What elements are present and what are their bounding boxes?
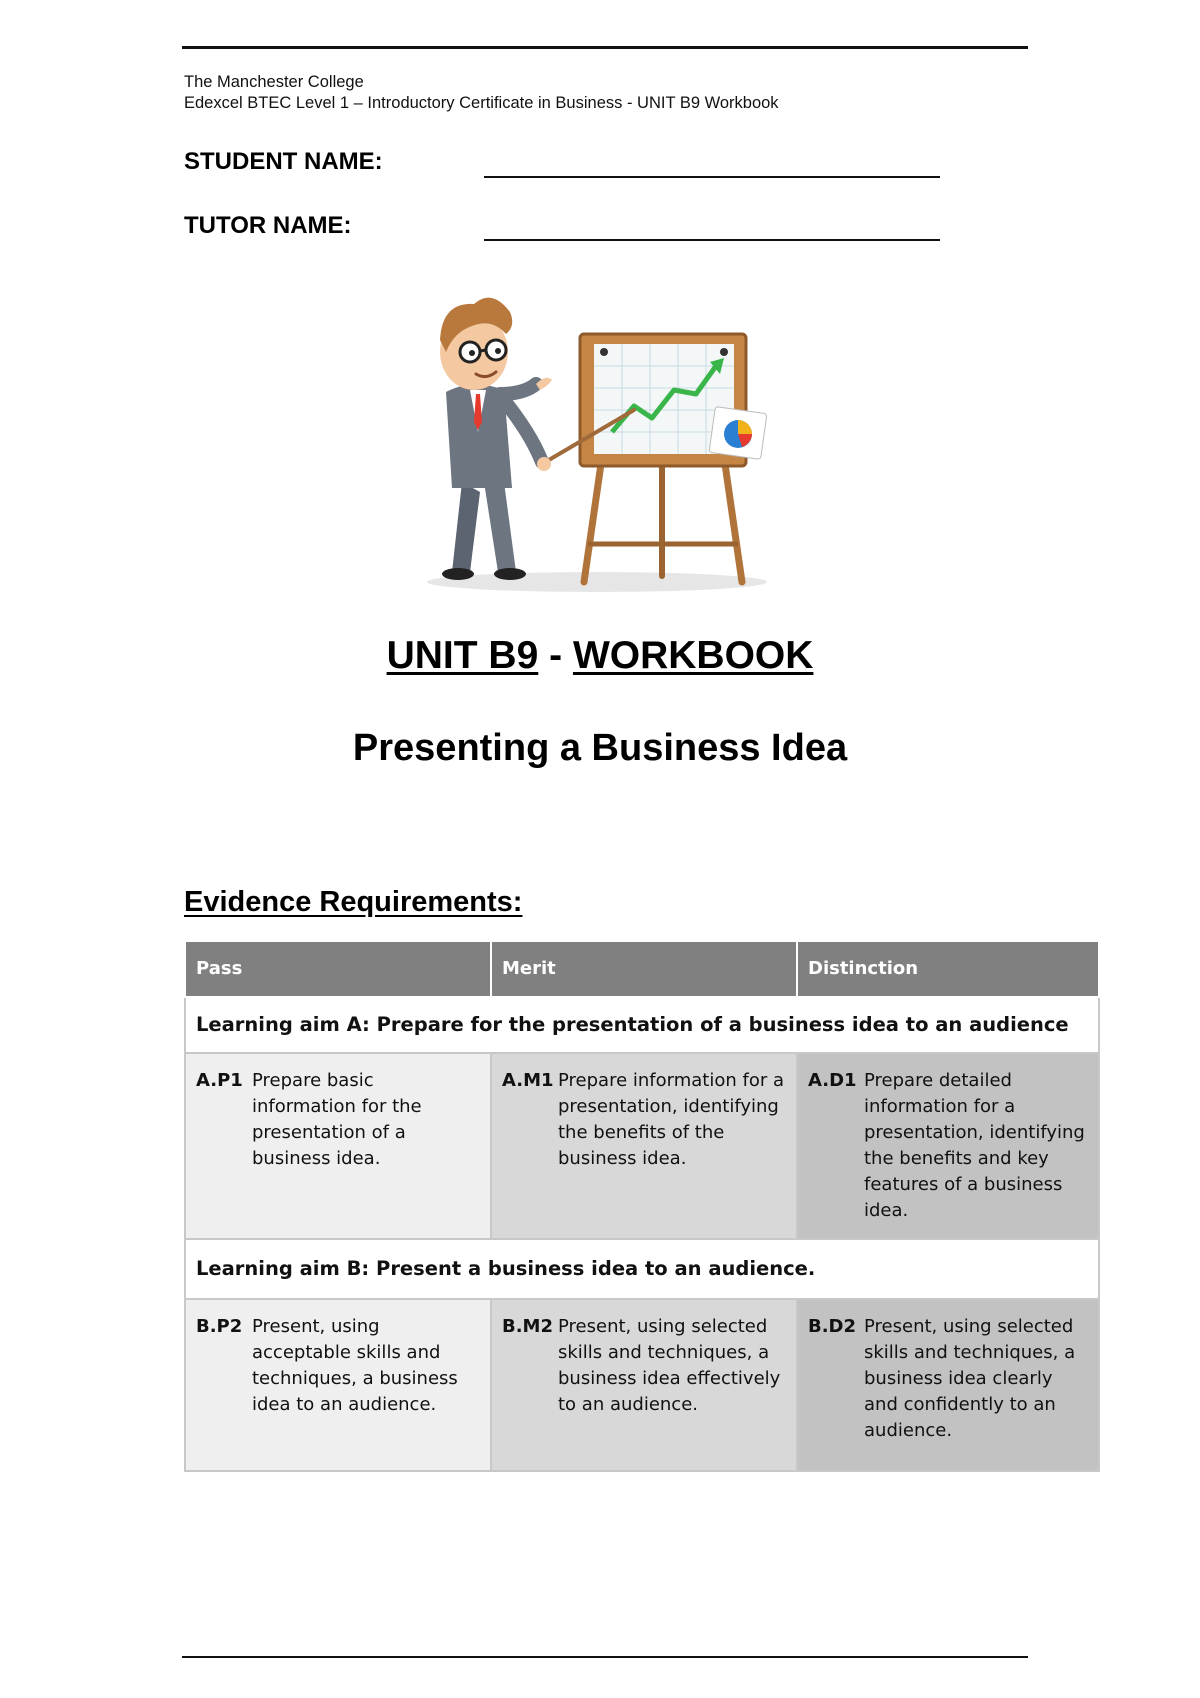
column-header-merit: Merit: [491, 941, 797, 997]
criterion-code: B.P2: [196, 1316, 243, 1337]
criterion-cell: [491, 1053, 797, 1239]
criterion-text: Present, using selected skills and techniques, a business idea effectively to an audience.: [558, 1316, 781, 1415]
learning-aim-row: [185, 1239, 1099, 1299]
businessman-presenting-chart-illustration: [412, 282, 782, 594]
criteria-row: [185, 1053, 1099, 1239]
column-header-pass: Pass: [185, 941, 491, 997]
unit-title: [0, 634, 1200, 678]
unit-code: UNIT B9: [386, 634, 539, 677]
learning-aim-b: Learning aim B: Present a business idea to an audience.: [185, 1239, 1099, 1299]
criterion-cell: [797, 1053, 1099, 1239]
criterion-code: A.D1: [808, 1070, 857, 1091]
criterion-text: Present, using acceptable skills and techniques, a business idea to an audience.: [252, 1316, 458, 1415]
tutor-name-label: TUTOR NAME:: [184, 212, 352, 239]
college-name: The Manchester College: [184, 73, 364, 91]
criterion-code: B.D2: [808, 1316, 857, 1337]
top-rule: [182, 46, 1028, 49]
evidence-requirements-table: [184, 940, 1100, 1472]
criterion-cell: [491, 1299, 797, 1471]
criterion-cell: [185, 1053, 491, 1239]
column-header-distinction: Distinction: [797, 941, 1099, 997]
unit-subtitle: Presenting a Business Idea: [352, 727, 848, 769]
bottom-rule: [182, 1656, 1028, 1658]
document-header: [184, 72, 779, 114]
criterion-text: Prepare basic information for the presentation of a business idea.: [252, 1070, 422, 1169]
title-separator: -: [538, 634, 573, 677]
criterion-cell: [185, 1299, 491, 1471]
criterion-text: Prepare detailed information for a presentation, identifying the benefits and key features of a business idea.: [864, 1070, 1085, 1221]
student-name-field[interactable]: [484, 176, 940, 178]
criterion-text: Present, using selected skills and techniques, a business idea clearly and confidently to an audience.: [864, 1316, 1076, 1441]
table-header-row: [185, 941, 1099, 997]
workbook-label: WORKBOOK: [572, 634, 814, 677]
criterion-cell: [797, 1299, 1099, 1471]
criterion-code: B.M2: [502, 1316, 553, 1337]
learning-aim-row: [185, 997, 1099, 1053]
student-name-label: STUDENT NAME:: [184, 148, 383, 175]
course-title: Edexcel BTEC Level 1 – Introductory Certificate in Business - UNIT B9 Workbook: [184, 94, 779, 112]
evidence-requirements-heading: Evidence Requirements:: [184, 886, 523, 918]
criteria-row: [185, 1299, 1099, 1471]
criterion-text: Prepare information for a presentation, identifying the benefits of the business idea.: [558, 1070, 784, 1169]
criterion-code: A.M1: [502, 1070, 554, 1091]
learning-aim-a: Learning aim A: Prepare for the presentation of a business idea to an audience: [185, 997, 1099, 1053]
criterion-code: A.P1: [196, 1070, 243, 1091]
tutor-name-field[interactable]: [484, 239, 940, 241]
